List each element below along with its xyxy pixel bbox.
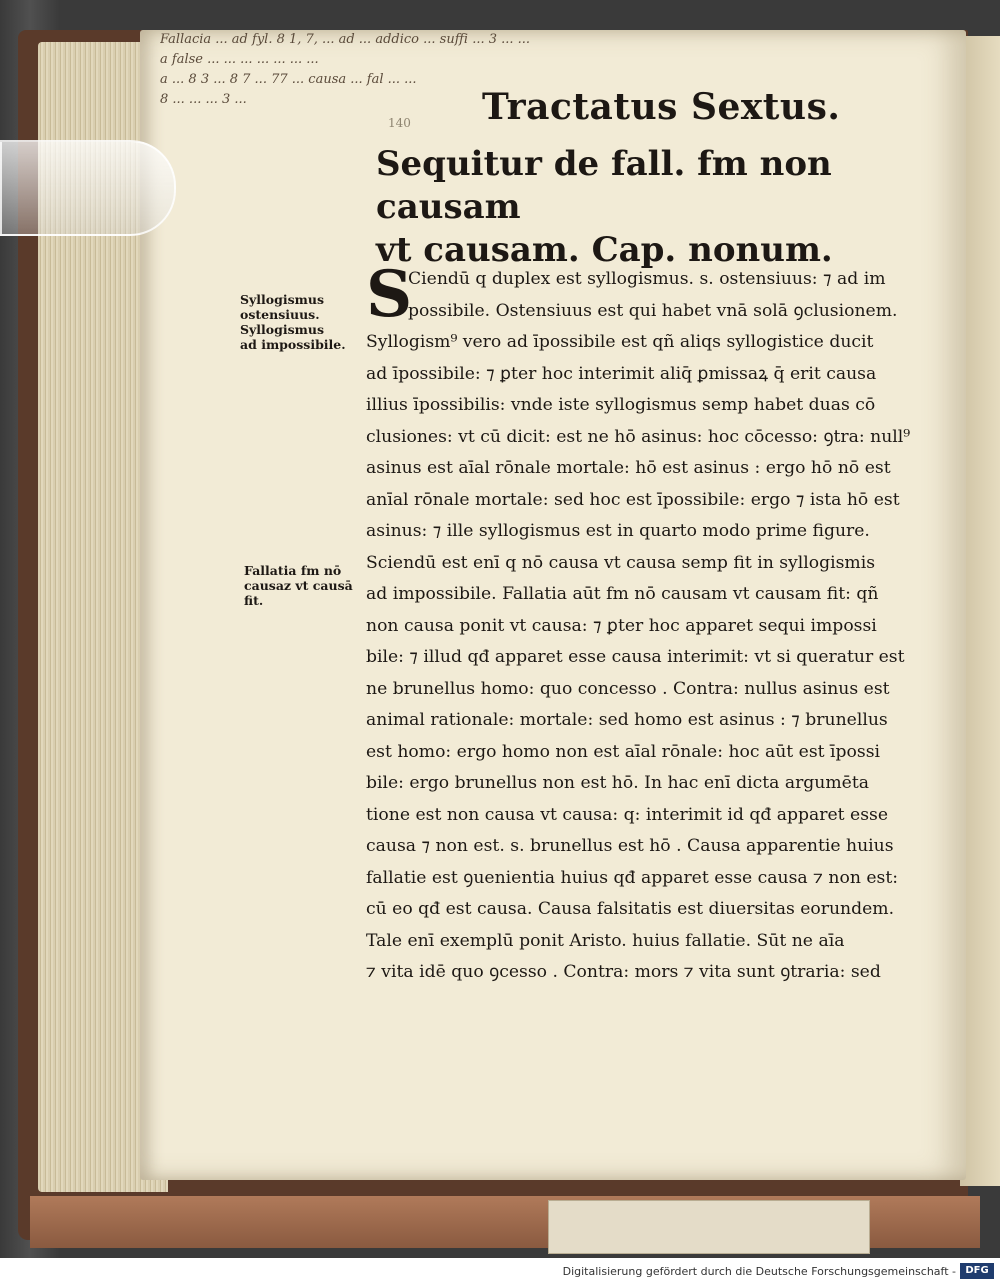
text-line: cū eo qđ est causa. Causa falsitatis est diuersitas eorundem. (366, 899, 895, 919)
text-line: animal rationale: mortale: sed homo est asinus : ⁊ brunellus (366, 710, 888, 730)
chapter-title-line: Sequitur de fall. fm non causam (376, 144, 832, 227)
marginal-note-line: Fallatia fm nō (244, 563, 342, 578)
text-line: ad impossibile. Fallatia aūt fm nō causam vt causam fit: qñ (366, 584, 879, 604)
running-header: Tractatus Sextus. (482, 86, 841, 128)
text-line: tione est non causa vt causa: q: interimit id qđ apparet esse (366, 804, 889, 825)
chapter-title-line: vt causam. Cap. nonum. (376, 230, 833, 270)
spine-label (548, 1200, 870, 1254)
text-line: Ciendū q duplex est syllogismus. s. ostensiuus: ⁊ ad im (408, 269, 886, 289)
annotation-line: a ... 8 3 ... 8 7 ... 77 ... causa ... fal ... ... (160, 72, 417, 87)
footer-bar (0, 1258, 1000, 1287)
marginal-note-fallacy (244, 563, 353, 608)
text-line: anīal rōnale mortale: sed hoc est īpossibile: ergo ⁊ ista hō est (366, 489, 900, 510)
text-line: clusiones: vt cū dicit: est ne hō asinus: hoc cōcesso: ꝯtra: null⁹ (366, 426, 911, 447)
text-line: asinus est aīal rōnale mortale: hō est asinus : ergo hō nō est (366, 458, 891, 478)
marginal-note-line: ostensiuus. (240, 307, 320, 322)
annotation-line: Fallacia ... ad fyl. 8 1, 7, ... ad ... addico ... suffi ... 3 ... ... (160, 32, 531, 47)
body-text (366, 257, 911, 989)
marginal-note-line: ad impossibile. (240, 337, 346, 352)
marginal-note-line: Syllogismus (240, 322, 325, 337)
glass-page-weight (0, 140, 176, 236)
text-line: est homo: ergo homo non est aīal rōnale: hoc aūt est īpossi (366, 741, 881, 762)
text-line: fallatie est ꝯuenientia huius qđ apparet esse causa ⁊ non est: (366, 867, 899, 888)
folio-number: 140 (388, 116, 411, 130)
text-line: non causa ponit vt causa: ⁊ ꝑter hoc apparet sequi impossi (366, 615, 877, 636)
marginal-note-line: fit. (244, 593, 264, 608)
text-line: ad īpossibile: ⁊ ꝑter hoc interimit aliq̄ ꝑmissaꝝ q̄ erit causa (366, 363, 877, 384)
text-line: bile: ergo brunellus non est hō. In hac enī dicta argumēta (366, 773, 869, 793)
chapter-title (376, 143, 896, 272)
text-line: illius īpossibilis: vnde iste syllogismus semp habet duas cō (366, 395, 876, 415)
annotation-line: 8 ... ... ... 3 ... (160, 92, 247, 107)
text-line: asinus: ⁊ ille syllogismus est in quarto modo prime figure. (366, 521, 870, 541)
marginal-note-syllogism (240, 292, 346, 352)
text-line: bile: ⁊ illud qđ apparet esse causa interimit: vt si queratur est (366, 647, 905, 667)
marginal-note-line: Syllogismus (240, 292, 325, 307)
text-line: possibile. Ostensiuus est qui habet vnā solā ꝯclusionem. (408, 300, 898, 321)
annotation-line: a false ... ... ... ... ... ... ... (160, 52, 319, 67)
funding-credit: Digitalisierung gefördert durch die Deutsche Forschungsgemeinschaft - (562, 1265, 956, 1278)
text-line: causa ⁊ non est. s. brunellus est hō . Causa apparentie huius (366, 836, 894, 856)
text-line: ⁊ vita idē quo ꝯcesso . Contra: mors ⁊ vita sunt ꝯtraria: sed (366, 962, 881, 982)
text-line: Tale enī exemplū ponit Aristo. huius fallatie. Sūt ne aīa (366, 930, 845, 951)
text-line: ne brunellus homo: quo concesso . Contra: nullus asinus est (366, 678, 890, 699)
dfg-logo: DFG (960, 1263, 994, 1279)
facing-page-edge (960, 36, 1000, 1186)
text-line: Sciendū est enī q nō causa vt causa semp fit in syllogismis (366, 552, 876, 573)
text-line: Syllogism⁹ vero ad īpossibile est qñ aliqs syllogistice ducit (366, 332, 874, 352)
marginal-note-line: causaz vt causā (244, 578, 353, 593)
drop-capital: S (366, 257, 413, 332)
